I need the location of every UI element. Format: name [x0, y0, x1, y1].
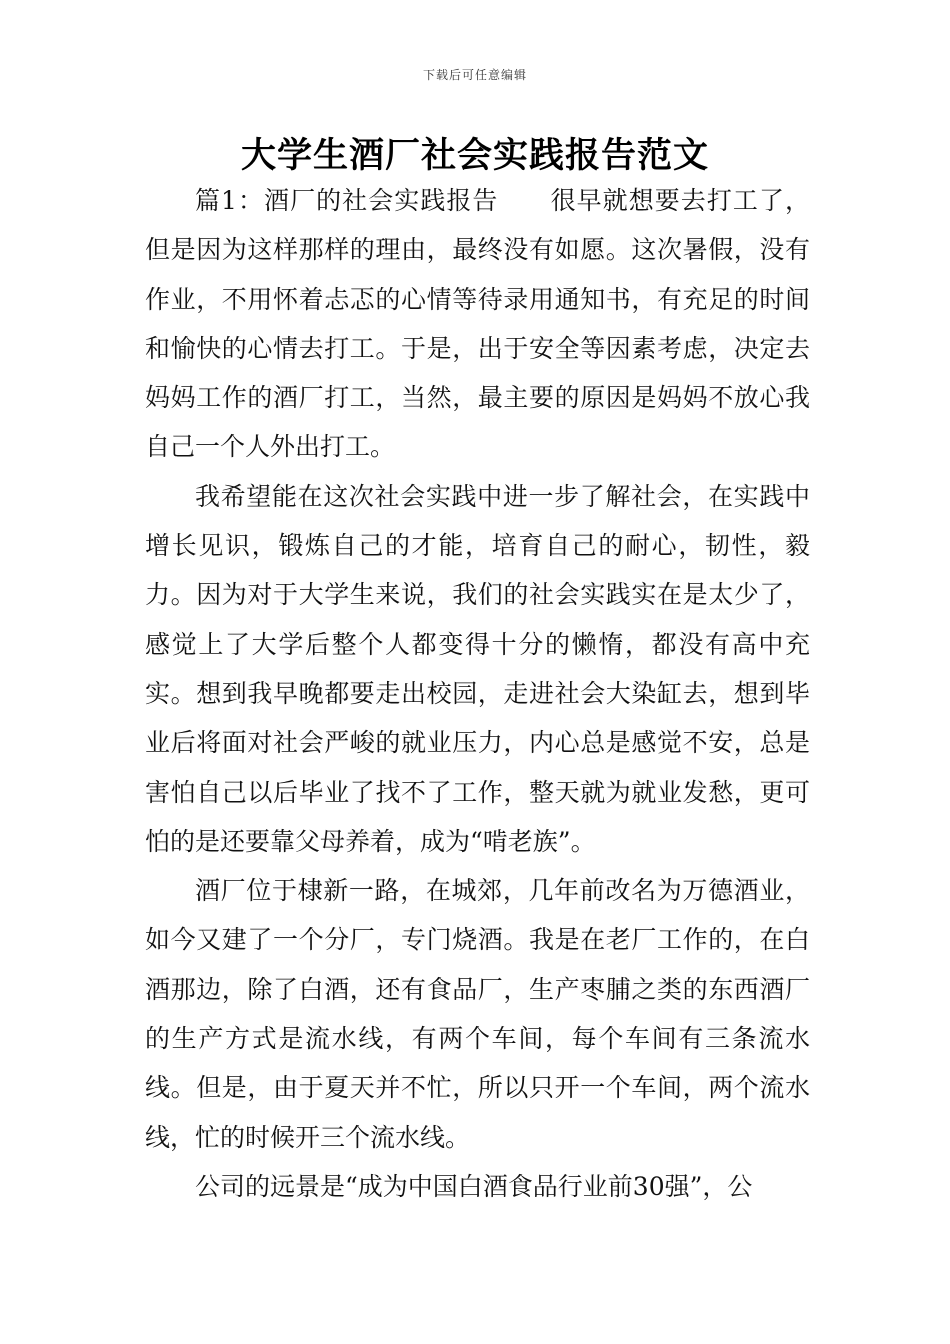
paragraph: 酒厂位于棣新一路，在城郊，几年前改名为万德酒业，如今又建了一个分厂，专门烧酒。我是在老厂工作的，在白酒那边，除了白酒，还有食品厂，生产枣脯之类的东西酒厂的生产方式是流水线，有两个车间，每个车间有三条流水线。但是，由于夏天并不忙，所以只开一个车间，两个流水线，忙的时候开三个流水线。 [145, 876, 810, 1152]
document-body [145, 176, 810, 1211]
paragraph: 篇1：酒厂的社会实践报告 很早就想要去打工了，但是因为这样那样的理由，最终没有如愿。这次暑假，没有作业，不用怀着忐忑的心情等待录用通知书，有充足的时间和愉快的心情去打工。于是，出于安全等因素考虑，决定去妈妈工作的酒厂打工，当然，最主要的原因是妈妈不放心我自己一个人外出打工。 [145, 186, 810, 462]
paragraph: 公司的远景是“成为中国白酒食品行业前30强”，公 [195, 1171, 753, 1201]
header-note: 下载后可任意编辑 [422, 68, 527, 82]
paragraph: 我希望能在这次社会实践中进一步了解社会，在实践中增长见识，锻炼自己的才能，培育自己的耐心，韧性，毅力。因为对于大学生来说，我们的社会实践实在是太少了，感觉上了大学后整个人都变得十分的懒惰，都没有高中充实。想到我早晚都要走出校园，走进社会大染缸去，想到毕业后将面对社会严峻的就业压力，内心总是感觉不安，总是害怕自己以后毕业了找不了工作，整天就为就业发愁，更可怕的是还要靠父母养着，成为“啃老族”。 [145, 481, 810, 856]
document-title: 大学生酒厂社会实践报告范文 [240, 136, 709, 176]
